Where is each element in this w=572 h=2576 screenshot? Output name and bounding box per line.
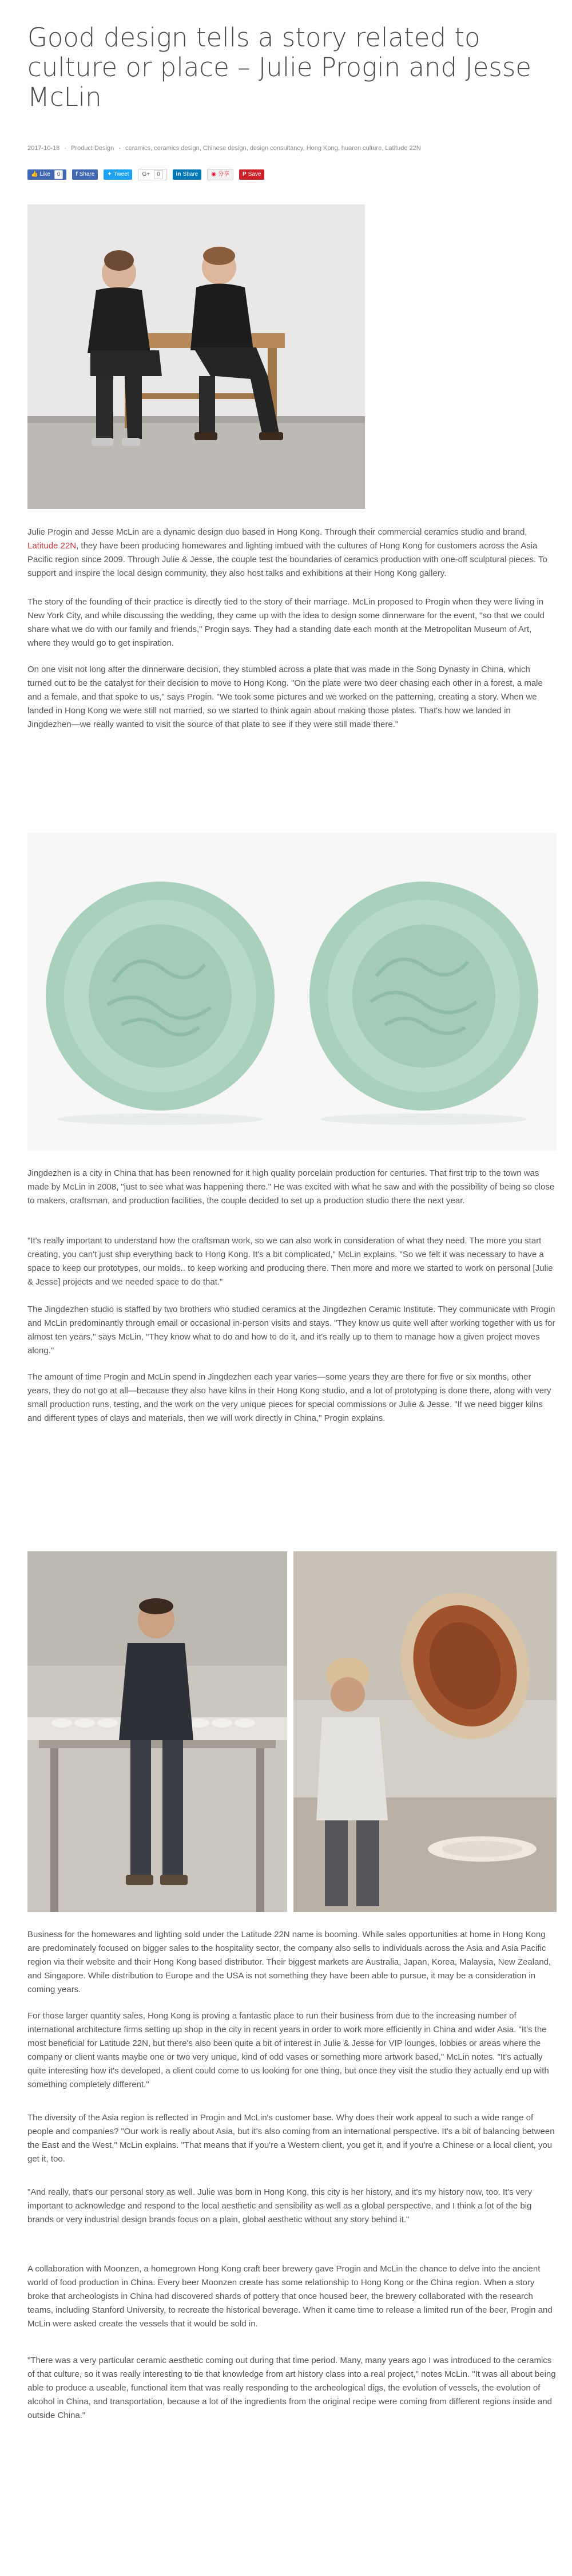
tag-link[interactable]: Hong Kong	[306, 145, 338, 152]
bowl-inspection-image	[293, 1551, 557, 1912]
paragraph: The amount of time Progin and McLin spend in Jingdezhen each year varies—some years they are there for five or six months, other years, they do not go at all—because they also have kilns in their Hong Kong studio, and a lot of prototyping is done there, along with very small production runs, testing, and the work on the very unique pieces for special commissions or Julie & Jesse. "If we need bigger kilns and different types of clays and materials, then we will work directly in China," Progin explains.	[27, 1372, 551, 1423]
twitter-bird-icon: ✦	[107, 171, 112, 177]
paragraph: The story of the founding of their practice is directly tied to the story of their marriage. McLin proposed to Progin when they were living in New York City, and while discussing the wedding, they came up with the idea to design some dinnerware for the event, "so that we could share what we do with our family and friends," Progin says. They had a standing date each month at the Metropolitan Museum of Art, where they would go to get inspiration.	[27, 597, 545, 648]
tag-link[interactable]: design consultancy	[249, 145, 303, 152]
tag-link[interactable]: Latitude 22N	[385, 145, 421, 152]
celadon-plates-image	[27, 833, 557, 1151]
weibo-icon: ◉	[211, 171, 216, 177]
facebook-share-button[interactable]: f Share	[72, 169, 98, 180]
paragraph: The Jingdezhen studio is staffed by two brothers who studied ceramics at the Jingdezhen Ceramic Institute. They communicate with Progin and McLin predominantly through email or occasional in-person visits and stays. "They know us quite well after working together with us for almost ten years," says McLin, "They know what to do and how to do it, and it's really up to them to manage how a given project moves along."	[27, 1305, 555, 1356]
paragraph: A collaboration with Moonzen, a homegrown Hong Kong craft beer brewery gave Progin and McLin the chance to delve into the ancient world of food production in China. Every beer Moonzen create has some relationship to Hong Kong or the China region. When a story broke that archeologists in China had discovered shards of pottery that once housed beer, the brewery collaborated with the research teams, including Stanford University, to recreate the historical beverage. When it came time to release a limited run of the beer, Progin and McLin were asked create the vessels that it would be sold in.	[27, 2264, 553, 2329]
article-category[interactable]: Product Design	[71, 145, 114, 152]
tag-link[interactable]: ceramics design	[154, 145, 200, 152]
paragraph: "There was a very particular ceramic aesthetic coming out during that time period. Many, many years ago I was introduced to the ceramics of that culture, so it was really interesting to tie that knowledge from art history class into a real project," notes McLin. "It was all about being able to produce a useable, functional item that was really responding to the archeological digs, the evolution of vessels, the evolution of alcohol in China, and transportation, because a lot of the ingredients from the original recipe were coming from different regions inside and outside China."	[27, 2356, 556, 2420]
designers-portrait-image	[27, 204, 365, 509]
linkedin-icon: in	[176, 171, 181, 177]
article-title: Good design tells a story related to culture or place – Julie Progin and Jesse McLin	[27, 22, 531, 112]
tag-link[interactable]: huaren culture	[341, 145, 382, 152]
share-bar	[27, 168, 264, 181]
paragraph: On one visit not long after the dinnerware decision, they stumbled across a plate that was made in the Song Dynasty in China, which turned out to be the catalyst for their decision to move to Hong Kong. "On the plate were two deer chasing each other in a forest, a male and a female, and that spoke to us," says Progin. "We took some pictures and we worked on the patterning, creating a story. When we landed in Hong Kong we were still not married, so we started to think again about making those plates. That's how we landed in Jingdezhen—we really wanted to visit the source of that plate to see if they were still made there."	[27, 665, 543, 729]
tweet-button[interactable]: ✦ Tweet	[104, 169, 132, 180]
paragraph: "And really, that's our personal story as well. Julie was born in Hong Kong, this city is her history, and it's my history now, too. It's very important to acknowledge and respond to the local aesthetic and sensibility as well as a global perspective, and I think a lot of the big brands or very industrial design brands focus on a plain, global aesthetic without any story behind it."	[27, 2187, 533, 2225]
weibo-share-button[interactable]: ◉ 分享	[207, 169, 233, 180]
gplus-count: 0	[154, 170, 163, 179]
studio-worker-image	[27, 1551, 287, 1912]
linkedin-share-button[interactable]: in Share	[173, 169, 202, 180]
tag-link[interactable]: Chinese design	[202, 145, 247, 152]
article-date: 2017-10-18	[27, 145, 60, 152]
paragraph: The diversity of the Asia region is reflected in Progin and McLin's customer base. Why does their work appeal to such a wide range of people and companies? "Our work is really about Asia, but it's also coming from an international perspective. It's a bit of balancing between the East and the West," McLin explains. "That means that if you're a Western client, you get it, and if you're a Chinese or a local client, you get it, too.	[27, 2113, 555, 2164]
pinterest-icon: P	[242, 171, 247, 177]
tag-link[interactable]: ceramics	[125, 145, 151, 152]
paragraph: "It's really important to understand how the craftsman work, so we can also work in consideration of what they need. The more you start creating, you can't just ship everything back to Hong Kong. It's a bit complicated," McLin explains. "So we felt it was necessary to have a space to keep our prototypes, our molds.. to keep working and producing there. Then more and more we started to work on personal [Julie & Jesse] projects and we needed space to do that."	[27, 1236, 553, 1287]
paragraph: For those larger quantity sales, Hong Kong is proving a fantastic place to run their business from due to the increasing number of international architecture firms setting up shop in the city in recent years in order to work more efficiently in China and wider Asia. "It's the most beneficial for Latitude 22N, but there's also been quite a bit of interest in Julie & Jesse for VIP lounges, lobbies or areas where the company or client wants maybe one or two very unique, kind of odd vases or something more artwork based," McLin notes. "It's actually quite interesting how it's developed, a client could come to us looking for one thing, but once they visit the studio they actually end up with something completely different."	[27, 2011, 549, 2089]
facebook-like-button[interactable]: 👍 Like 0	[27, 169, 66, 180]
like-count: 0	[54, 170, 63, 179]
paragraph: Jingdezhen is a city in China that has been renowned for it high quality porcelain production for centuries. That first trip to the town was made by McLin in 2008, "just to see what was happening there." He was excited with what he saw and with the possibility of being so close to makers, craftsman, and production facilities, the couple decided to set up a production studio there the next year.	[27, 1168, 555, 1206]
paragraph: Julie Progin and Jesse McLin are a dynamic design duo based in Hong Kong. Through their commercial ceramics studio and brand, Latitude 22N, they have been producing homewares and lighting imbued with the cultures of Hong Kong for customers across the Asia Pacific region since 2009. Through Julie & Jesse, the couple test the boundaries of ceramics production with one-off sculptural pieces. To support and inspire the local design community, they also host talks and exhibitions at their Hong Kong gallery.	[27, 527, 547, 578]
facebook-icon: f	[76, 171, 78, 177]
pinterest-save-button[interactable]: P Save	[239, 169, 264, 180]
thumbs-up-icon: 👍	[31, 171, 38, 177]
google-plus-button[interactable]: G+ 0	[138, 169, 166, 180]
article-meta: 2017-10-18 · Product Design - ceramics, ceramics design, Chinese design, design consultancy, Hong Kong, huaren culture, Latitude 22N	[27, 145, 421, 152]
paragraph: Business for the homewares and lighting sold under the Latitude 22N name is booming. While sales opportunities at home in Hong Kong are predominately focused on bigger sales to the hospitality sector, the company also sells to individuals across the Asia and Asia Pacific region via their website and their Hong Kong based distributor. Their biggest markets are Australia, Japan, Korea, Malaysia, New Zealand, and Singapore. While distribution to Europe and the USA is not something they have been able to pursue, it may be a consideration in coming years.	[27, 1930, 551, 1994]
latitude-22n-link[interactable]: Latitude 22N	[27, 541, 77, 551]
